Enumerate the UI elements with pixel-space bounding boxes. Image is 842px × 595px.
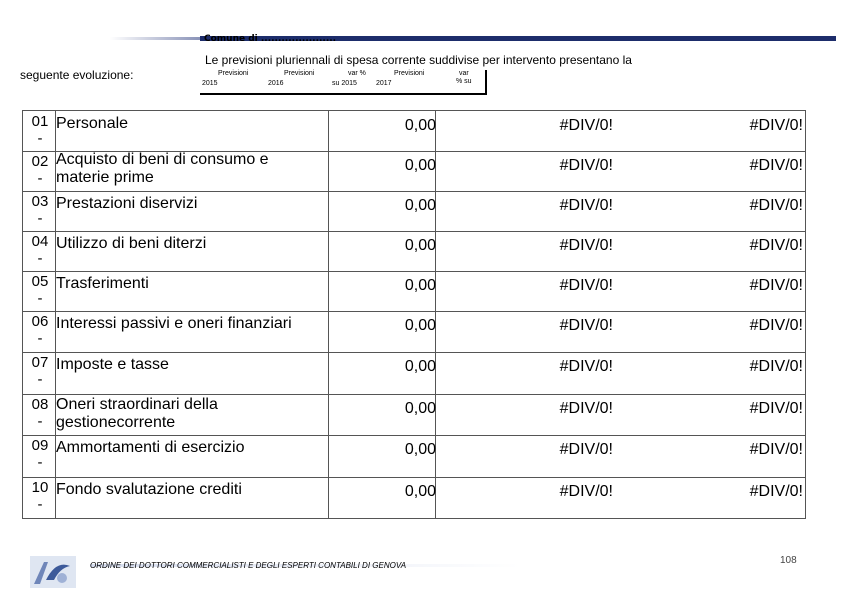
row-label: Acquisto di beni di consumo e materie prime (56, 151, 269, 186)
col-var: var (459, 70, 469, 77)
footer-organization: ORDINE DEI DOTTORI COMMERCIALISTI E DEGLI ESPERTI CONTABILI DI GENOVA (90, 561, 407, 570)
value-var-2: #DIV/0! (749, 483, 803, 500)
value-var-2: #DIV/0! (749, 317, 803, 334)
value-2015: 0,00 (404, 197, 436, 214)
value-var-2: #DIV/0! (749, 441, 803, 458)
value-var-1: #DIV/0! (559, 400, 613, 417)
value-var-1: #DIV/0! (559, 197, 613, 214)
value-var-1: #DIV/0! (559, 317, 613, 334)
mini-header-table (200, 70, 487, 95)
value-2015: 0,00 (404, 277, 436, 294)
row-label: Personale (56, 115, 129, 132)
row-label: Imposte e tasse (56, 356, 169, 373)
col-previsioni-2015: Previsioni (218, 70, 249, 77)
value-2015: 0,00 (404, 117, 436, 134)
value-var-1: #DIV/0! (559, 157, 613, 174)
intro-text: Le previsioni pluriennali di spesa corrente suddivise per intervento presentano la (205, 53, 632, 67)
value-var-1: #DIV/0! (559, 483, 613, 500)
value-2015: 0,00 (404, 400, 436, 417)
row-divider (23, 394, 805, 395)
value-var-2: #DIV/0! (749, 117, 803, 134)
value-2015: 0,00 (404, 317, 436, 334)
col-previsioni-2017: Previsioni (394, 70, 425, 77)
page-number: 108 (780, 555, 797, 566)
value-var-2: #DIV/0! (749, 197, 803, 214)
row-label: Oneri straordinari della gestionecorrente (56, 396, 218, 431)
value-var-1: #DIV/0! (559, 237, 613, 254)
col-year-2015: 2015 (202, 80, 218, 87)
value-2015: 0,00 (404, 237, 436, 254)
value-var-2: #DIV/0! (749, 237, 803, 254)
row-divider (23, 311, 805, 312)
row-code: 08 - (31, 396, 49, 430)
row-code: 01 - (31, 113, 49, 147)
row-label: Fondo svalutazione crediti (56, 481, 242, 498)
row-divider (23, 271, 805, 272)
row-divider (23, 352, 805, 353)
row-code: 02 - (31, 153, 49, 187)
comune-label: Comune di ...................... (204, 34, 337, 44)
row-code: 05 - (31, 273, 49, 307)
value-2015: 0,00 (404, 358, 436, 375)
col-var-percent: var % (348, 70, 366, 77)
header-fade-line (110, 37, 200, 40)
row-code: 03 - (31, 193, 49, 227)
value-var-1: #DIV/0! (559, 358, 613, 375)
value-var-1: #DIV/0! (559, 441, 613, 458)
value-var-2: #DIV/0! (749, 277, 803, 294)
row-code: 04 - (31, 233, 49, 267)
row-label: Ammortamenti di esercizio (56, 439, 245, 456)
row-label: Utilizzo di beni diterzi (56, 235, 207, 252)
row-code: 10 - (31, 479, 49, 513)
row-divider (23, 435, 805, 436)
col-year-2016: 2016 (268, 80, 284, 87)
row-code: 09 - (31, 437, 49, 471)
intro-text-continued: seguente evoluzione: (20, 68, 134, 82)
col-var-percent-su: % su (456, 78, 472, 85)
value-2015: 0,00 (404, 157, 436, 174)
col-previsioni-2016: Previsioni (284, 70, 315, 77)
row-code: 06 - (31, 313, 49, 347)
col-var-su-2015: su 2015 (332, 80, 357, 87)
value-var-2: #DIV/0! (749, 157, 803, 174)
spesa-table (22, 110, 806, 519)
value-2015: 0,00 (404, 483, 436, 500)
value-var-1: #DIV/0! (559, 277, 613, 294)
row-divider (23, 477, 805, 478)
row-code: 07 - (31, 354, 49, 388)
row-divider (23, 231, 805, 232)
col-year-2017: 2017 (376, 80, 392, 87)
value-var-2: #DIV/0! (749, 400, 803, 417)
row-label: Prestazioni diservizi (56, 195, 198, 212)
ordine-logo-icon (30, 556, 76, 588)
value-var-1: #DIV/0! (559, 117, 613, 134)
value-2015: 0,00 (404, 441, 436, 458)
row-label: Trasferimenti (56, 275, 149, 292)
row-divider (23, 191, 805, 192)
value-var-2: #DIV/0! (749, 358, 803, 375)
row-label: Interessi passivi e oneri finanziari (56, 315, 292, 332)
